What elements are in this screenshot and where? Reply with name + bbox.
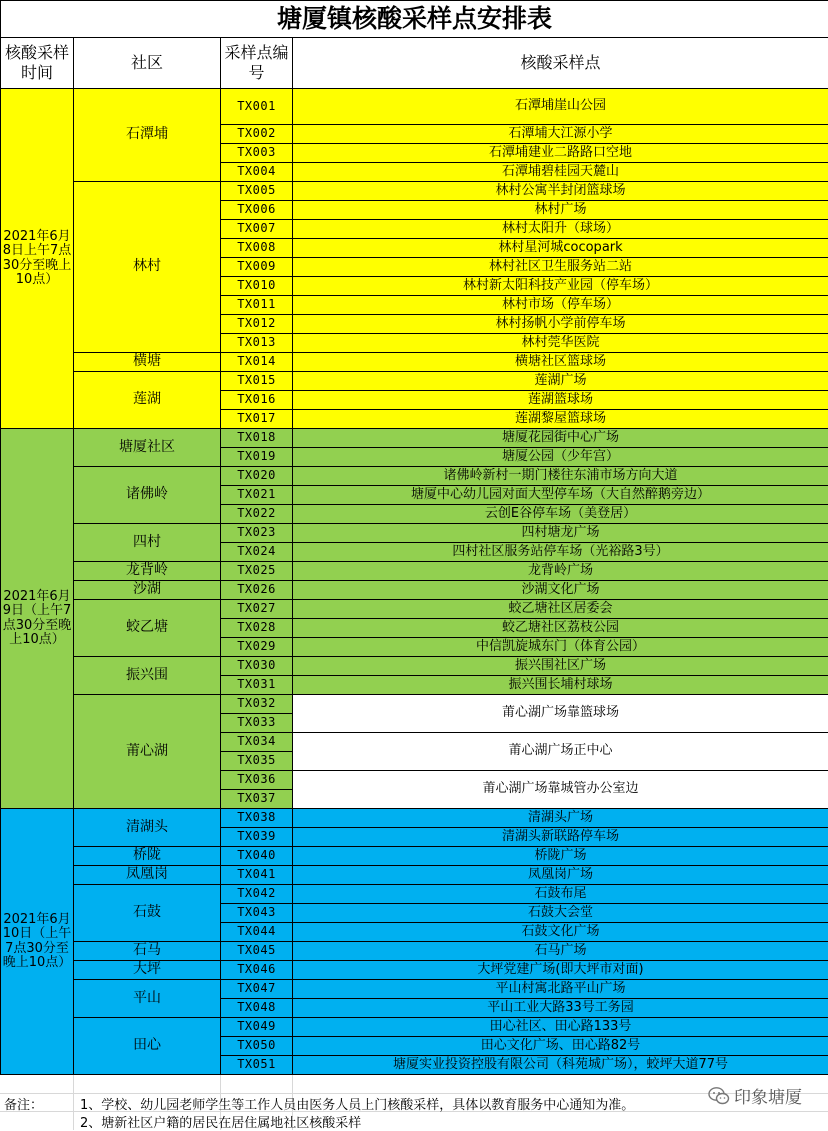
site-code-cell: TX036	[221, 771, 293, 790]
site-code-cell: TX047	[221, 980, 293, 999]
sampling-site-cell: 石鼓布尾	[293, 885, 828, 904]
site-code-cell: TX019	[221, 448, 293, 467]
site-code-cell: TX011	[221, 296, 293, 315]
table-row	[1, 562, 828, 581]
table-row	[1, 980, 828, 999]
header-site-code: 采样点编号	[221, 38, 293, 89]
site-code-cell: TX044	[221, 923, 293, 942]
site-code-cell: TX049	[221, 1018, 293, 1037]
site-code-cell: TX029	[221, 638, 293, 657]
site-code-cell: TX050	[221, 1037, 293, 1056]
sampling-site-cell: 林村扬帆小学前停车场	[293, 315, 828, 334]
sampling-site-cell: 四村塘龙广场	[293, 524, 828, 543]
site-code-cell: TX028	[221, 619, 293, 638]
sampling-site-cell: 石鼓大会堂	[293, 904, 828, 923]
site-code-cell: TX001	[221, 89, 293, 125]
sampling-site-cell: 石鼓文化广场	[293, 923, 828, 942]
table-title: 塘厦镇核酸采样点安排表	[1, 1, 828, 38]
sampling-site-cell: 清湖头新联路停车场	[293, 828, 828, 847]
site-code-cell: TX030	[221, 657, 293, 676]
table-row	[1, 695, 828, 714]
sampling-site-cell: 石潭埔大江源小学	[293, 125, 828, 144]
sampling-site-cell: 莲湖广场	[293, 372, 828, 391]
community-cell: 凤凰岗	[74, 866, 221, 885]
table-row	[1, 467, 828, 486]
sampling-site-cell: 田心社区、田心路133号	[293, 1018, 828, 1037]
site-code-cell: TX051	[221, 1056, 293, 1075]
site-code-cell: TX027	[221, 600, 293, 619]
site-code-cell: TX022	[221, 505, 293, 524]
sampling-site-cell: 四村社区服务站停车场（光裕路3号）	[293, 543, 828, 562]
sampling-site-cell: 龙背岭广场	[293, 562, 828, 581]
site-code-cell: TX002	[221, 125, 293, 144]
header-sampling-site: 核酸采样点	[293, 38, 828, 89]
table-row	[1, 429, 828, 448]
site-code-cell: TX020	[221, 467, 293, 486]
sampling-site-cell: 莆心湖广场靠篮球场	[293, 695, 828, 733]
sampling-site-cell: 塘厦花园街中心广场	[293, 429, 828, 448]
table-row	[1, 372, 828, 391]
table-row	[1, 353, 828, 372]
community-cell: 四村	[74, 524, 221, 562]
table-row	[1, 885, 828, 904]
sampling-site-cell: 林村莞华医院	[293, 334, 828, 353]
sampling-time-cell: 2021年6月9日（上午7点30分至晚上10点）	[1, 429, 74, 809]
community-cell: 塘厦社区	[74, 429, 221, 467]
site-code-cell: TX014	[221, 353, 293, 372]
sampling-site-cell: 塘厦公园（少年宫）	[293, 448, 828, 467]
sampling-site-cell: 振兴围长埔村球场	[293, 676, 828, 695]
sampling-site-cell: 林村新太阳科技产业园（停车场）	[293, 277, 828, 296]
sampling-site-cell: 桥陇广场	[293, 847, 828, 866]
site-code-cell: TX013	[221, 334, 293, 353]
sampling-site-cell: 蛟乙塘社区荔枝公园	[293, 619, 828, 638]
site-code-cell: TX023	[221, 524, 293, 543]
site-code-cell: TX007	[221, 220, 293, 239]
community-cell: 蛟乙塘	[74, 600, 221, 657]
sampling-site-cell: 石潭埔建业二路路口空地	[293, 144, 828, 163]
sampling-site-cell: 蛟乙塘社区居委会	[293, 600, 828, 619]
site-code-cell: TX009	[221, 258, 293, 277]
community-cell: 林村	[74, 182, 221, 353]
sampling-site-cell: 平山村寓北路平山广场	[293, 980, 828, 999]
table-row	[1, 961, 828, 980]
site-code-cell: TX034	[221, 733, 293, 752]
sampling-site-cell: 林村公寓半封闭篮球场	[293, 182, 828, 201]
note-item-1: 1、学校、幼儿园老师学生等工作人员由医务人员上门核酸采样，具体以教育服务中心通知为准。	[80, 1094, 634, 1113]
site-code-cell: TX038	[221, 809, 293, 828]
header-community: 社区	[74, 38, 221, 89]
sampling-site-cell: 田心文化广场、田心路82号	[293, 1037, 828, 1056]
community-cell: 横塘	[74, 353, 221, 372]
site-code-cell: TX010	[221, 277, 293, 296]
sampling-site-cell: 林村太阳升（球场）	[293, 220, 828, 239]
community-cell: 沙湖	[74, 581, 221, 600]
site-code-cell: TX041	[221, 866, 293, 885]
community-cell: 振兴围	[74, 657, 221, 695]
community-cell: 石马	[74, 942, 221, 961]
note-item-2: 2、塘新社区户籍的居民在居住属地社区核酸采样	[80, 1112, 361, 1131]
community-cell: 大坪	[74, 961, 221, 980]
site-code-cell: TX024	[221, 543, 293, 562]
sampling-time-cell: 2021年6月10日（上午7点30分至晚上10点）	[1, 809, 74, 1075]
site-code-cell: TX031	[221, 676, 293, 695]
table-row	[1, 847, 828, 866]
site-code-cell: TX025	[221, 562, 293, 581]
site-code-cell: TX046	[221, 961, 293, 980]
sampling-site-cell: 塘厦实业投资控股有限公司（科苑城广场），蛟坪大道77号	[293, 1056, 828, 1075]
site-code-cell: TX012	[221, 315, 293, 334]
community-cell: 清湖头	[74, 809, 221, 847]
community-cell: 诸佛岭	[74, 467, 221, 524]
sampling-site-cell: 林村社区卫生服务站二站	[293, 258, 828, 277]
table-row	[1, 657, 828, 676]
sampling-site-cell: 塘厦中心幼儿园对面大型停车场（大自然醉鹅旁边）	[293, 486, 828, 505]
sampling-site-cell: 大坪党建广场(即大坪市对面)	[293, 961, 828, 980]
site-code-cell: TX033	[221, 714, 293, 733]
site-code-cell: TX018	[221, 429, 293, 448]
site-code-cell: TX017	[221, 410, 293, 429]
sampling-site-cell: 凤凰岗广场	[293, 866, 828, 885]
site-code-cell: TX005	[221, 182, 293, 201]
notes-label: 备注：	[4, 1094, 43, 1113]
table-row	[1, 89, 828, 125]
site-code-cell: TX006	[221, 201, 293, 220]
community-cell: 石潭埔	[74, 89, 221, 182]
table-row	[1, 182, 828, 201]
sampling-site-cell: 振兴围社区广场	[293, 657, 828, 676]
sampling-site-cell: 沙湖文化广场	[293, 581, 828, 600]
notes-area	[0, 1075, 828, 1130]
site-code-cell: TX045	[221, 942, 293, 961]
site-code-cell: TX042	[221, 885, 293, 904]
sampling-site-cell: 石潭埔崖山公园	[293, 89, 828, 125]
site-code-cell: TX043	[221, 904, 293, 923]
sampling-site-cell: 林村市场（停车场）	[293, 296, 828, 315]
table-row	[1, 581, 828, 600]
table-row	[1, 809, 828, 828]
community-cell: 平山	[74, 980, 221, 1018]
sampling-site-cell: 莆心湖广场正中心	[293, 733, 828, 771]
site-code-cell: TX016	[221, 391, 293, 410]
header-sampling-time: 核酸采样时间	[1, 38, 74, 89]
table-row	[1, 942, 828, 961]
site-code-cell: TX032	[221, 695, 293, 714]
community-cell: 桥陇	[74, 847, 221, 866]
site-code-cell: TX048	[221, 999, 293, 1018]
wechat-logo-icon	[708, 1086, 730, 1106]
site-code-cell: TX039	[221, 828, 293, 847]
community-cell: 田心	[74, 1018, 221, 1075]
site-code-cell: TX026	[221, 581, 293, 600]
sampling-site-cell: 云创E谷停车场（美登居）	[293, 505, 828, 524]
table-row	[1, 866, 828, 885]
watermark-text: 印象塘厦	[734, 1083, 802, 1108]
site-code-cell: TX021	[221, 486, 293, 505]
sampling-site-cell: 平山工业大路33号工务园	[293, 999, 828, 1018]
sampling-site-cell: 石马广场	[293, 942, 828, 961]
community-cell: 莆心湖	[74, 695, 221, 809]
sampling-site-cell: 横塘社区篮球场	[293, 353, 828, 372]
sampling-site-cell: 林村星河城cocopark	[293, 239, 828, 258]
sampling-time-cell: 2021年6月8日上午7点30分至晚上10点）	[1, 89, 74, 429]
sampling-site-cell: 莲湖篮球场	[293, 391, 828, 410]
watermark	[708, 1083, 802, 1108]
site-code-cell: TX003	[221, 144, 293, 163]
sampling-site-cell: 石潭埔碧桂园天麓山	[293, 163, 828, 182]
sampling-site-cell: 清湖头广场	[293, 809, 828, 828]
community-cell: 莲湖	[74, 372, 221, 429]
sampling-site-cell: 林村广场	[293, 201, 828, 220]
sampling-site-cell: 诸佛岭新村一期门楼往东浦市场方向大道	[293, 467, 828, 486]
table-row	[1, 1018, 828, 1037]
community-cell: 龙背岭	[74, 562, 221, 581]
table-row	[1, 524, 828, 543]
table-row	[1, 600, 828, 619]
site-code-cell: TX037	[221, 790, 293, 809]
site-code-cell: TX040	[221, 847, 293, 866]
site-code-cell: TX015	[221, 372, 293, 391]
sampling-site-cell: 莲湖黎屋篮球场	[293, 410, 828, 429]
community-cell: 石鼓	[74, 885, 221, 942]
site-code-cell: TX035	[221, 752, 293, 771]
sampling-site-cell: 莆心湖广场靠城管办公室边	[293, 771, 828, 809]
site-code-cell: TX008	[221, 239, 293, 258]
sampling-site-cell: 中信凯旋城东门（体育公园）	[293, 638, 828, 657]
site-code-cell: TX004	[221, 163, 293, 182]
